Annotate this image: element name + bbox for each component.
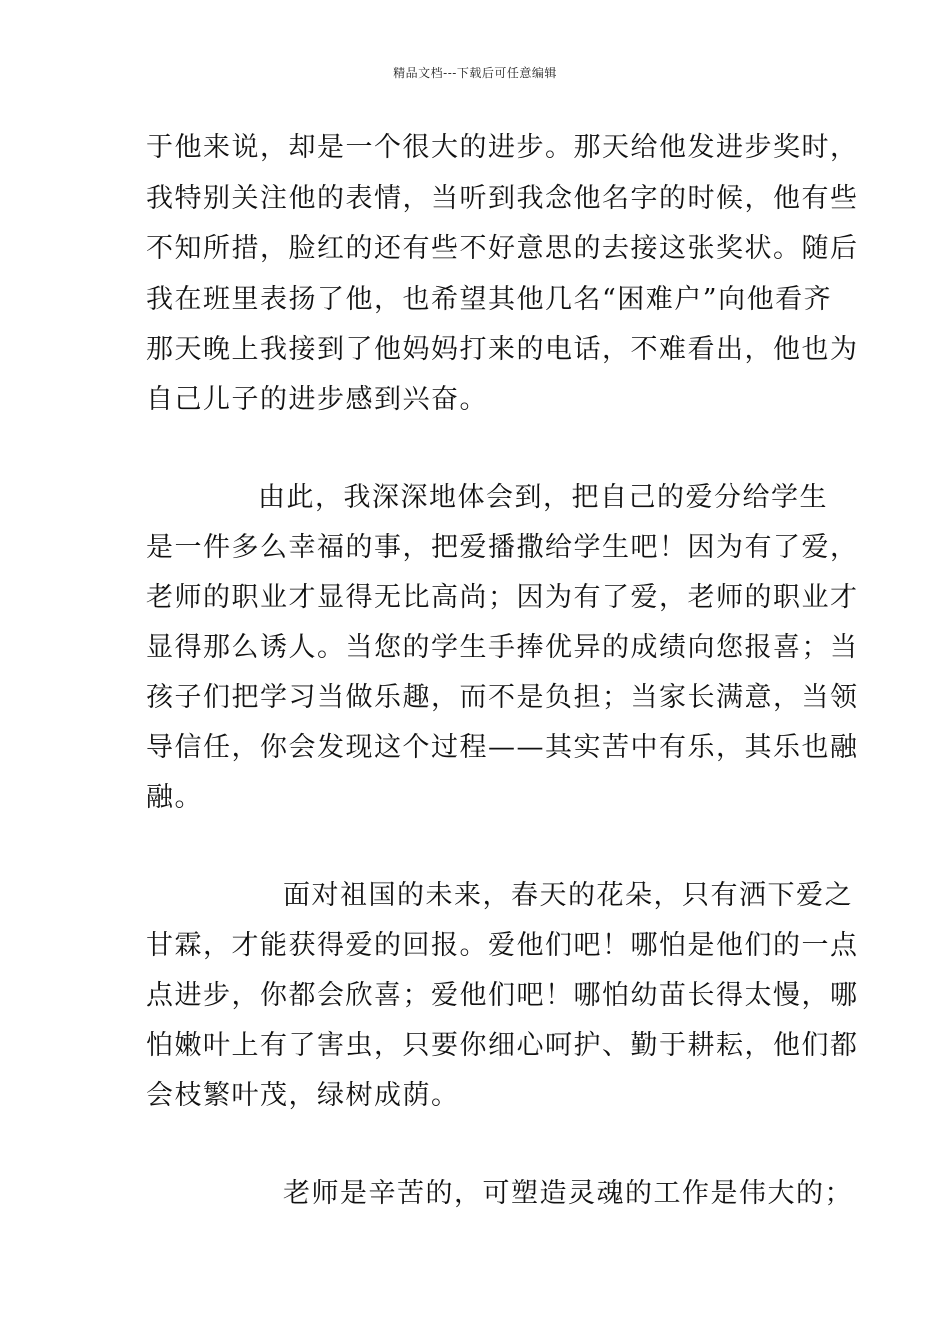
text-line: 不知所措，脸红的还有些不好意思的去接这张奖状。随后 bbox=[146, 233, 859, 264]
paragraph-start-line: 老师是辛苦的，可塑造灵魂的工作是伟大的； bbox=[283, 1178, 853, 1209]
text-line: 融。 bbox=[146, 782, 203, 813]
text-line: 甘霖，才能获得爱的回报。爱他们吧！哪怕是他们的一点 bbox=[146, 930, 859, 961]
paragraph-start-line: 面对祖国的未来，春天的花朵，只有洒下爱之 bbox=[283, 880, 853, 911]
text-line: 点进步，你都会欣喜；爱他们吧！哪怕幼苗长得太慢，哪 bbox=[146, 980, 859, 1011]
page-header: 精品文档---下载后可任意编辑 bbox=[393, 66, 557, 80]
text-line: 孩子们把学习当做乐趣，而不是负担；当家长满意，当领 bbox=[146, 682, 859, 713]
text-line: 显得那么诱人。当您的学生手捧优异的成绩向您报喜；当 bbox=[146, 632, 859, 663]
text-line: 会枝繁叶茂，绿树成荫。 bbox=[146, 1080, 460, 1111]
paragraph-start-line: 由此，我深深地体会到，把自己的爱分给学生 bbox=[258, 482, 828, 513]
text-line: 我在班里表扬了他，也希望其他几名“困难户”向他看齐 bbox=[146, 284, 833, 315]
text-line: 自己儿子的进步感到兴奋。 bbox=[146, 384, 488, 415]
text-line: 那天晚上我接到了他妈妈打来的电话，不难看出，他也为 bbox=[146, 334, 859, 365]
text-line: 是一件多么幸福的事，把爱播撒给学生吧！因为有了爱， bbox=[146, 532, 859, 563]
text-line: 我特别关注他的表情，当听到我念他名字的时候，他有些 bbox=[146, 183, 859, 214]
text-line: 老师的职业才显得无比高尚；因为有了爱，老师的职业才 bbox=[146, 582, 859, 613]
text-line: 于他来说，却是一个很大的进步。那天给他发进步奖时， bbox=[146, 132, 859, 163]
text-line: 怕嫩叶上有了害虫，只要你细心呵护、勤于耕耘，他们都 bbox=[146, 1030, 859, 1061]
text-line: 导信任，你会发现这个过程——其实苦中有乐，其乐也融 bbox=[146, 732, 859, 763]
